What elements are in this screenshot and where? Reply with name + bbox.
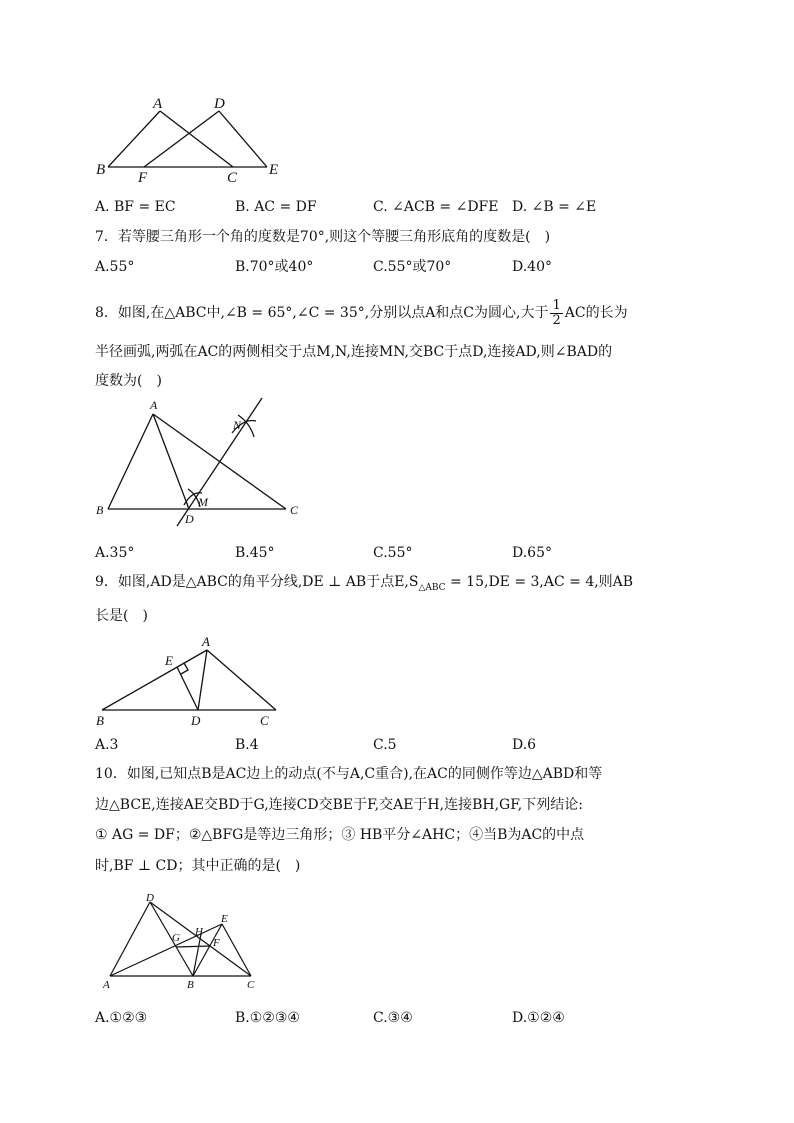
q8-option-b[interactable]: B.45° xyxy=(235,545,275,561)
q10-label-a: A xyxy=(103,979,110,991)
q8-option-a[interactable]: A.35° xyxy=(95,545,135,561)
q9-subscript: △ABC xyxy=(418,582,446,593)
q9-option-a[interactable]: A.3 xyxy=(95,737,119,753)
q8-label-c: C xyxy=(290,503,299,517)
q9-figure xyxy=(92,632,287,731)
q10-label-h: H xyxy=(195,926,203,938)
q7-option-b[interactable]: B.70°或40° xyxy=(235,259,314,275)
q6-option-a[interactable]: A. BF = EC xyxy=(95,199,176,215)
q6-label-f: F xyxy=(138,170,148,186)
q10-label-d: D xyxy=(146,892,154,904)
q6-label-e: E xyxy=(269,162,279,178)
q10-label-f: F xyxy=(213,937,220,949)
q6-label-a: A xyxy=(153,96,163,112)
q10-line-2: 边△BCE,连接AE交BD于G,连接CD交BE于F,交AE于H,连接BH,GF,下列结论: xyxy=(95,797,583,813)
q9-label-e: E xyxy=(165,653,173,668)
q10-line-3: ① AG = DF；②△BFG是等边三角形；③ HB平分∠AHC；④当B为AC的中点 xyxy=(95,827,585,843)
q8-label-d: D xyxy=(185,512,194,526)
q10-label-b: B xyxy=(187,979,194,991)
q8-frac-num: 1 xyxy=(552,297,561,313)
q6-option-d[interactable]: D. ∠B = ∠E xyxy=(512,199,597,215)
q8-frac-den: 2 xyxy=(552,312,561,328)
q9-option-d[interactable]: D.6 xyxy=(512,737,537,753)
q8-label-n: N xyxy=(233,418,242,432)
q9-line-1-a: 9．如图,AD是△ABC的角平分线,DE ⊥ AB于点E,S xyxy=(95,574,419,590)
q9-label-d: D xyxy=(191,713,201,727)
q9-option-b[interactable]: B.4 xyxy=(235,737,259,753)
q6-option-c[interactable]: C. ∠ACB = ∠DFE xyxy=(373,199,499,215)
q9-line-1-b: = 15,DE = 3,AC = 4,则AB xyxy=(445,574,634,590)
q8-fraction xyxy=(550,299,562,328)
q8-line-1-a: 8．如图,在△ABC中,∠B = 65°,∠C = 35°,分别以点A和点C为圆心,大于 xyxy=(95,305,549,321)
q8-line-1-b: AC的长为 xyxy=(564,305,628,321)
q10-option-b[interactable]: B.①②③④ xyxy=(235,1010,300,1026)
q8-label-m: M xyxy=(198,495,208,509)
q10-option-c[interactable]: C.③④ xyxy=(373,1010,413,1026)
q8-option-c[interactable]: C.55° xyxy=(373,545,413,561)
q6-option-b[interactable]: B. AC = DF xyxy=(235,199,317,215)
q6-label-b: B xyxy=(96,162,106,178)
q10-label-e: E xyxy=(221,913,228,925)
q7-option-d[interactable]: D.40° xyxy=(512,259,552,275)
q10-figure xyxy=(96,888,271,1002)
q10-line-1: 10．如图,已知点B是AC边上的动点(不与A,C重合),在AC的同侧作等边△ABD和等 xyxy=(95,766,603,782)
q10-label-c: C xyxy=(247,979,255,991)
q9-label-c: C xyxy=(260,713,269,727)
q9-label-a: A xyxy=(202,634,210,649)
q6-label-c: C xyxy=(227,170,238,186)
q9-option-c[interactable]: C.5 xyxy=(373,737,397,753)
q8-line-2: 半径画弧,两弧在AC的两侧相交于点M,N,连接MN,交BC于点D,连接AD,则∠BAD的 xyxy=(95,344,613,360)
q8-option-d[interactable]: D.65° xyxy=(512,545,552,561)
q8-line-1 xyxy=(95,296,628,330)
q10-line-4: 时,BF ⊥ CD；其中正确的是( ) xyxy=(95,858,301,874)
q9-line-2: 长是( ) xyxy=(95,608,148,624)
q7-option-c[interactable]: C.55°或70° xyxy=(373,259,452,275)
q8-label-a: A xyxy=(150,398,158,412)
q10-option-a[interactable]: A.①②③ xyxy=(95,1010,148,1026)
q8-figure xyxy=(92,393,312,537)
q9-line-1 xyxy=(95,572,633,598)
q9-label-b: B xyxy=(96,713,104,727)
q6-figure xyxy=(95,92,295,191)
q7-text: 7．若等腰三角形一个角的度数是70°,则这个等腰三角形底角的度数是( ) xyxy=(95,229,551,245)
q6-label-d: D xyxy=(214,96,225,112)
q10-option-d[interactable]: D.①②④ xyxy=(512,1010,565,1026)
q8-line-3: 度数为( ) xyxy=(95,373,162,389)
q8-label-b: B xyxy=(96,503,104,517)
q10-label-g: G xyxy=(172,932,180,944)
q7-option-a[interactable]: A.55° xyxy=(95,259,135,275)
